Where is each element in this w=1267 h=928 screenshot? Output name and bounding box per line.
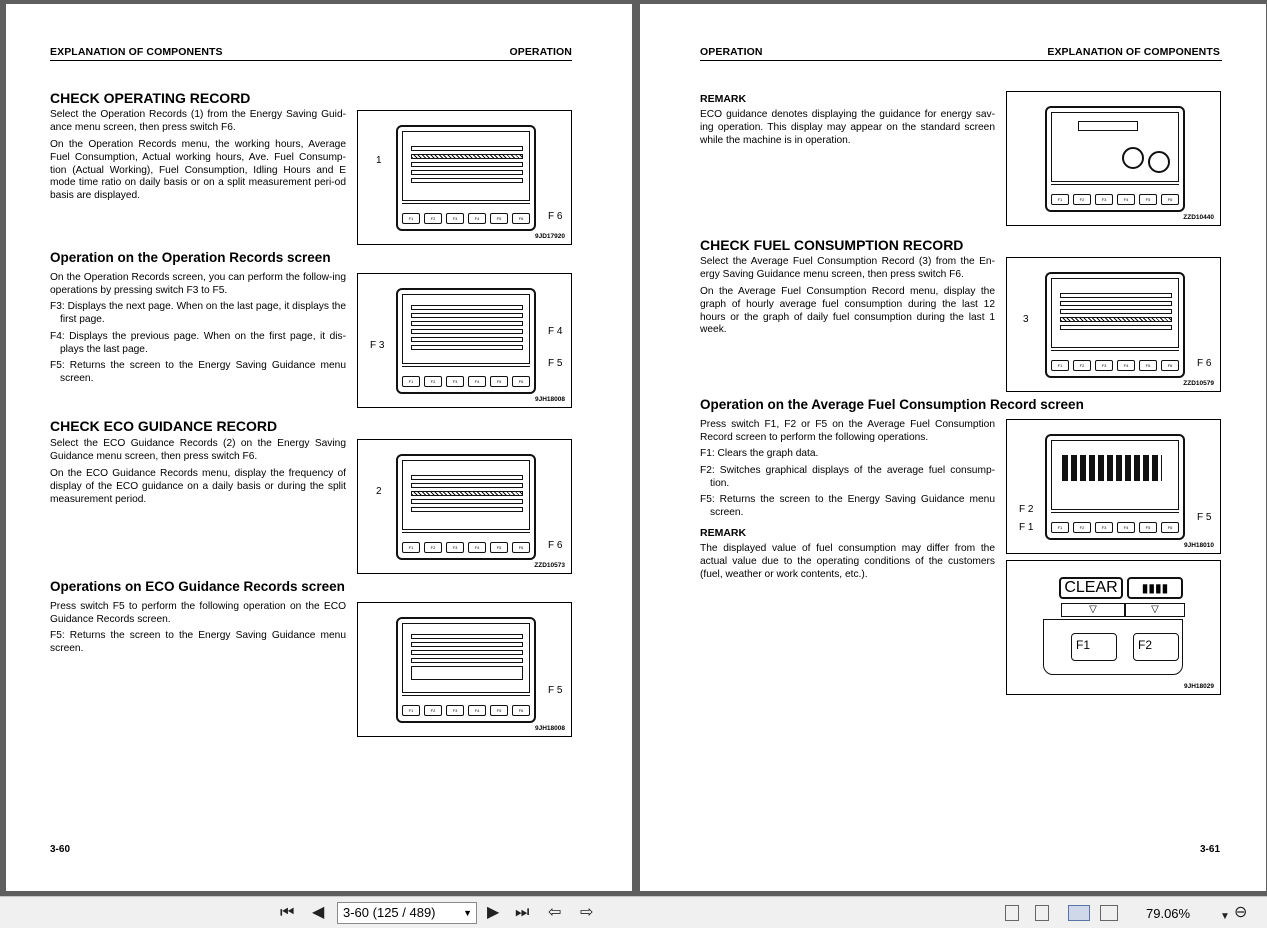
- clear-key-label: CLEAR: [1059, 577, 1123, 599]
- paragraph: Select the Average Fuel Consumption Record (3) from the En-ergy Saving Guidance menu screen, then press switch F6.: [700, 256, 995, 280]
- page-number-input[interactable]: [337, 902, 477, 924]
- callout-label: F 2: [1019, 504, 1034, 515]
- figure-f1-f2-closeup: [1006, 560, 1221, 695]
- figure-code: ZZD10573: [534, 562, 565, 569]
- chevron-down-icon[interactable]: ▼: [1220, 911, 1230, 922]
- monitor-screen: [1051, 278, 1179, 348]
- chevron-down-icon: ▽: [1061, 603, 1125, 617]
- next-page-icon[interactable]: ▶: [487, 904, 500, 921]
- paragraph: The displayed value of fuel consumption may differ from the actual value due to the operating conditions of the customers (fuel, weather or work contents, etc.).: [700, 543, 995, 580]
- callout-label: F 6: [1197, 358, 1212, 369]
- paragraph: ECO guidance denotes displaying the guidance for energy sav-ing operation. This display may appear on the standard screen while the machine is in operation.: [700, 109, 995, 146]
- figure-code: 9JH18008: [535, 725, 565, 732]
- callout-label: F 1: [1019, 522, 1034, 533]
- callout-label: 2: [376, 486, 382, 497]
- paragraph: F1: Clears the graph data.: [700, 448, 819, 459]
- figure-operation-records: [357, 273, 572, 408]
- monitor-illustration: F1 F2 F3 F4 F5 F6: [1045, 106, 1185, 212]
- paragraph: F5: Returns the screen to the Energy Saving Guidance menu screen.: [700, 494, 995, 518]
- callout-label: 1: [376, 155, 382, 166]
- monitor-screen: [402, 131, 530, 201]
- single-page-view-icon[interactable]: [1005, 905, 1019, 921]
- section-title: Operation on the Average Fuel Consumption Record screen: [700, 397, 1084, 412]
- facing-view-icon[interactable]: [1068, 905, 1090, 921]
- section-title: CHECK ECO GUIDANCE RECORD: [50, 418, 278, 434]
- callout-label: F 5: [548, 358, 563, 369]
- page-header-right: EXPLANATION OF COMPONENTS: [1047, 46, 1220, 58]
- zoom-out-icon[interactable]: ⊖: [1234, 904, 1248, 921]
- zoom-level[interactable]: 79.06%: [1146, 906, 1191, 921]
- figure-code: 9JH18010: [1184, 542, 1214, 549]
- viewer-toolbar: [0, 896, 1267, 928]
- last-page-icon[interactable]: ⏭: [515, 904, 530, 921]
- monitor-screen: [1051, 440, 1179, 510]
- paragraph: F5: Returns the screen to the Energy Saving Guidance menu screen.: [50, 630, 346, 654]
- chevron-down-icon[interactable]: ▼: [463, 908, 472, 918]
- go-forward-icon[interactable]: ⇨: [580, 904, 594, 921]
- callout-label: F 4: [548, 326, 563, 337]
- figure-code: 9JH18029: [1184, 683, 1214, 690]
- page-header-left: EXPLANATION OF COMPONENTS: [50, 46, 223, 58]
- figure-code: 9JD17920: [535, 233, 565, 240]
- header-rule: [700, 60, 1222, 61]
- page-right: [640, 4, 1266, 891]
- monitor-screen: [1051, 112, 1179, 182]
- graph-icon: ▮▮▮▮: [1127, 577, 1183, 599]
- page-header-right: OPERATION: [509, 46, 572, 58]
- section-title: CHECK OPERATING RECORD: [50, 90, 251, 106]
- paragraph: Select the Operation Records (1) from the Energy Saving Guid-ance menu screen, then press switch F6.: [50, 109, 346, 133]
- monitor-illustration: F1 F2 F3 F4 F5 F6: [396, 125, 536, 231]
- figure-code: ZZD10579: [1183, 380, 1214, 387]
- previous-page-icon[interactable]: ◀: [312, 904, 325, 921]
- paragraph: Press switch F1, F2 or F5 on the Average Fuel Consumption Record screen to perform the following operations.: [700, 419, 995, 443]
- monitor-illustration: F1 F2 F3 F4 F5 F6: [396, 454, 536, 560]
- section-title: Operation on the Operation Records screen: [50, 250, 331, 265]
- figure-eco-guidance-records: [357, 602, 572, 737]
- monitor-illustration: F1 F2 F3 F4 F5 F6: [1045, 272, 1185, 378]
- f2-key: F2: [1133, 633, 1179, 661]
- figure-fuel-record-menu: [1006, 257, 1221, 392]
- section-title: CHECK FUEL CONSUMPTION RECORD: [700, 237, 964, 253]
- paragraph: Press switch F5 to perform the following operation on the ECO Guidance Records screen.: [50, 601, 346, 625]
- monitor-illustration: F1 F2 F3 F4 F5 F6: [396, 288, 536, 394]
- section-title: Operations on ECO Guidance Records screen: [50, 579, 345, 594]
- paragraph: Select the ECO Guidance Records (2) on the Energy Saving Guidance menu screen, then press switch F6.: [50, 438, 346, 462]
- monitor-screen: [402, 294, 530, 364]
- go-back-icon[interactable]: ⇦: [548, 904, 562, 921]
- callout-label: F 5: [548, 685, 563, 696]
- continuous-facing-view-icon[interactable]: [1100, 905, 1118, 921]
- page-header-left: OPERATION: [700, 46, 763, 58]
- paragraph: On the ECO Guidance Records menu, display the frequency of display of the ECO guidance on a daily basis or during the split measurement period.: [50, 468, 346, 505]
- f1-key: F1: [1071, 633, 1117, 661]
- remark-title: REMARK: [700, 93, 747, 105]
- page-number: 3-61: [1199, 844, 1220, 855]
- callout-label: F 3: [370, 340, 385, 351]
- figure-eco-guidance-menu: [357, 439, 572, 574]
- figure-code: ZZD10440: [1183, 214, 1214, 221]
- header-rule: [50, 60, 572, 61]
- continuous-view-icon[interactable]: [1035, 905, 1049, 921]
- figure-fuel-graph: [1006, 419, 1221, 554]
- monitor-illustration: F1 F2 F3 F4 F5 F6: [1045, 434, 1185, 540]
- paragraph: F3: Displays the next page. When on the last page, it displays the first page.: [50, 301, 346, 325]
- chevron-down-icon: ▽: [1125, 603, 1185, 617]
- monitor-illustration: F1 F2 F3 F4 F5 F6: [396, 617, 536, 723]
- paragraph: On the Operation Records menu, the working hours, Average Fuel Consumption, Actual working hours, Ave. Fuel Consump-tion (Actual Working), Fuel Consumption, Idling Hours and E mode time ratio on daily basis or on a split measurement peri-od basis are displayed.: [50, 139, 346, 202]
- remark-title: REMARK: [700, 527, 747, 539]
- figure-eco-guidance-display: [1006, 91, 1221, 226]
- monitor-screen: [402, 623, 530, 693]
- paragraph: On the Average Fuel Consumption Record menu, display the graph of hourly average fuel consumption during the last 12 hours or the graph of daily fuel consumption during the last 1 week.: [700, 286, 995, 336]
- callout-label: F 5: [1197, 512, 1212, 523]
- paragraph: F2: Switches graphical displays of the average fuel consump-tion.: [700, 465, 995, 489]
- callout-label: F 6: [548, 540, 563, 551]
- first-page-icon[interactable]: ⏮: [280, 904, 295, 921]
- page-left: [6, 4, 632, 891]
- paragraph: F4: Displays the previous page. When on the first page, it dis-plays the last page.: [50, 331, 346, 355]
- page-number: 3-60: [50, 844, 71, 855]
- monitor-screen: [402, 460, 530, 530]
- callout-label: F 6: [548, 211, 563, 222]
- page-indicator: 3-60 (125 / 489): [343, 905, 436, 920]
- paragraph: On the Operation Records screen, you can perform the follow-ing operations by pressing switch F3 to F5.: [50, 272, 346, 296]
- figure-energy-menu: [357, 110, 572, 245]
- callout-label: 3: [1023, 314, 1029, 325]
- figure-code: 9JH18008: [535, 396, 565, 403]
- paragraph: F5: Returns the screen to the Energy Saving Guidance menu screen.: [50, 360, 346, 384]
